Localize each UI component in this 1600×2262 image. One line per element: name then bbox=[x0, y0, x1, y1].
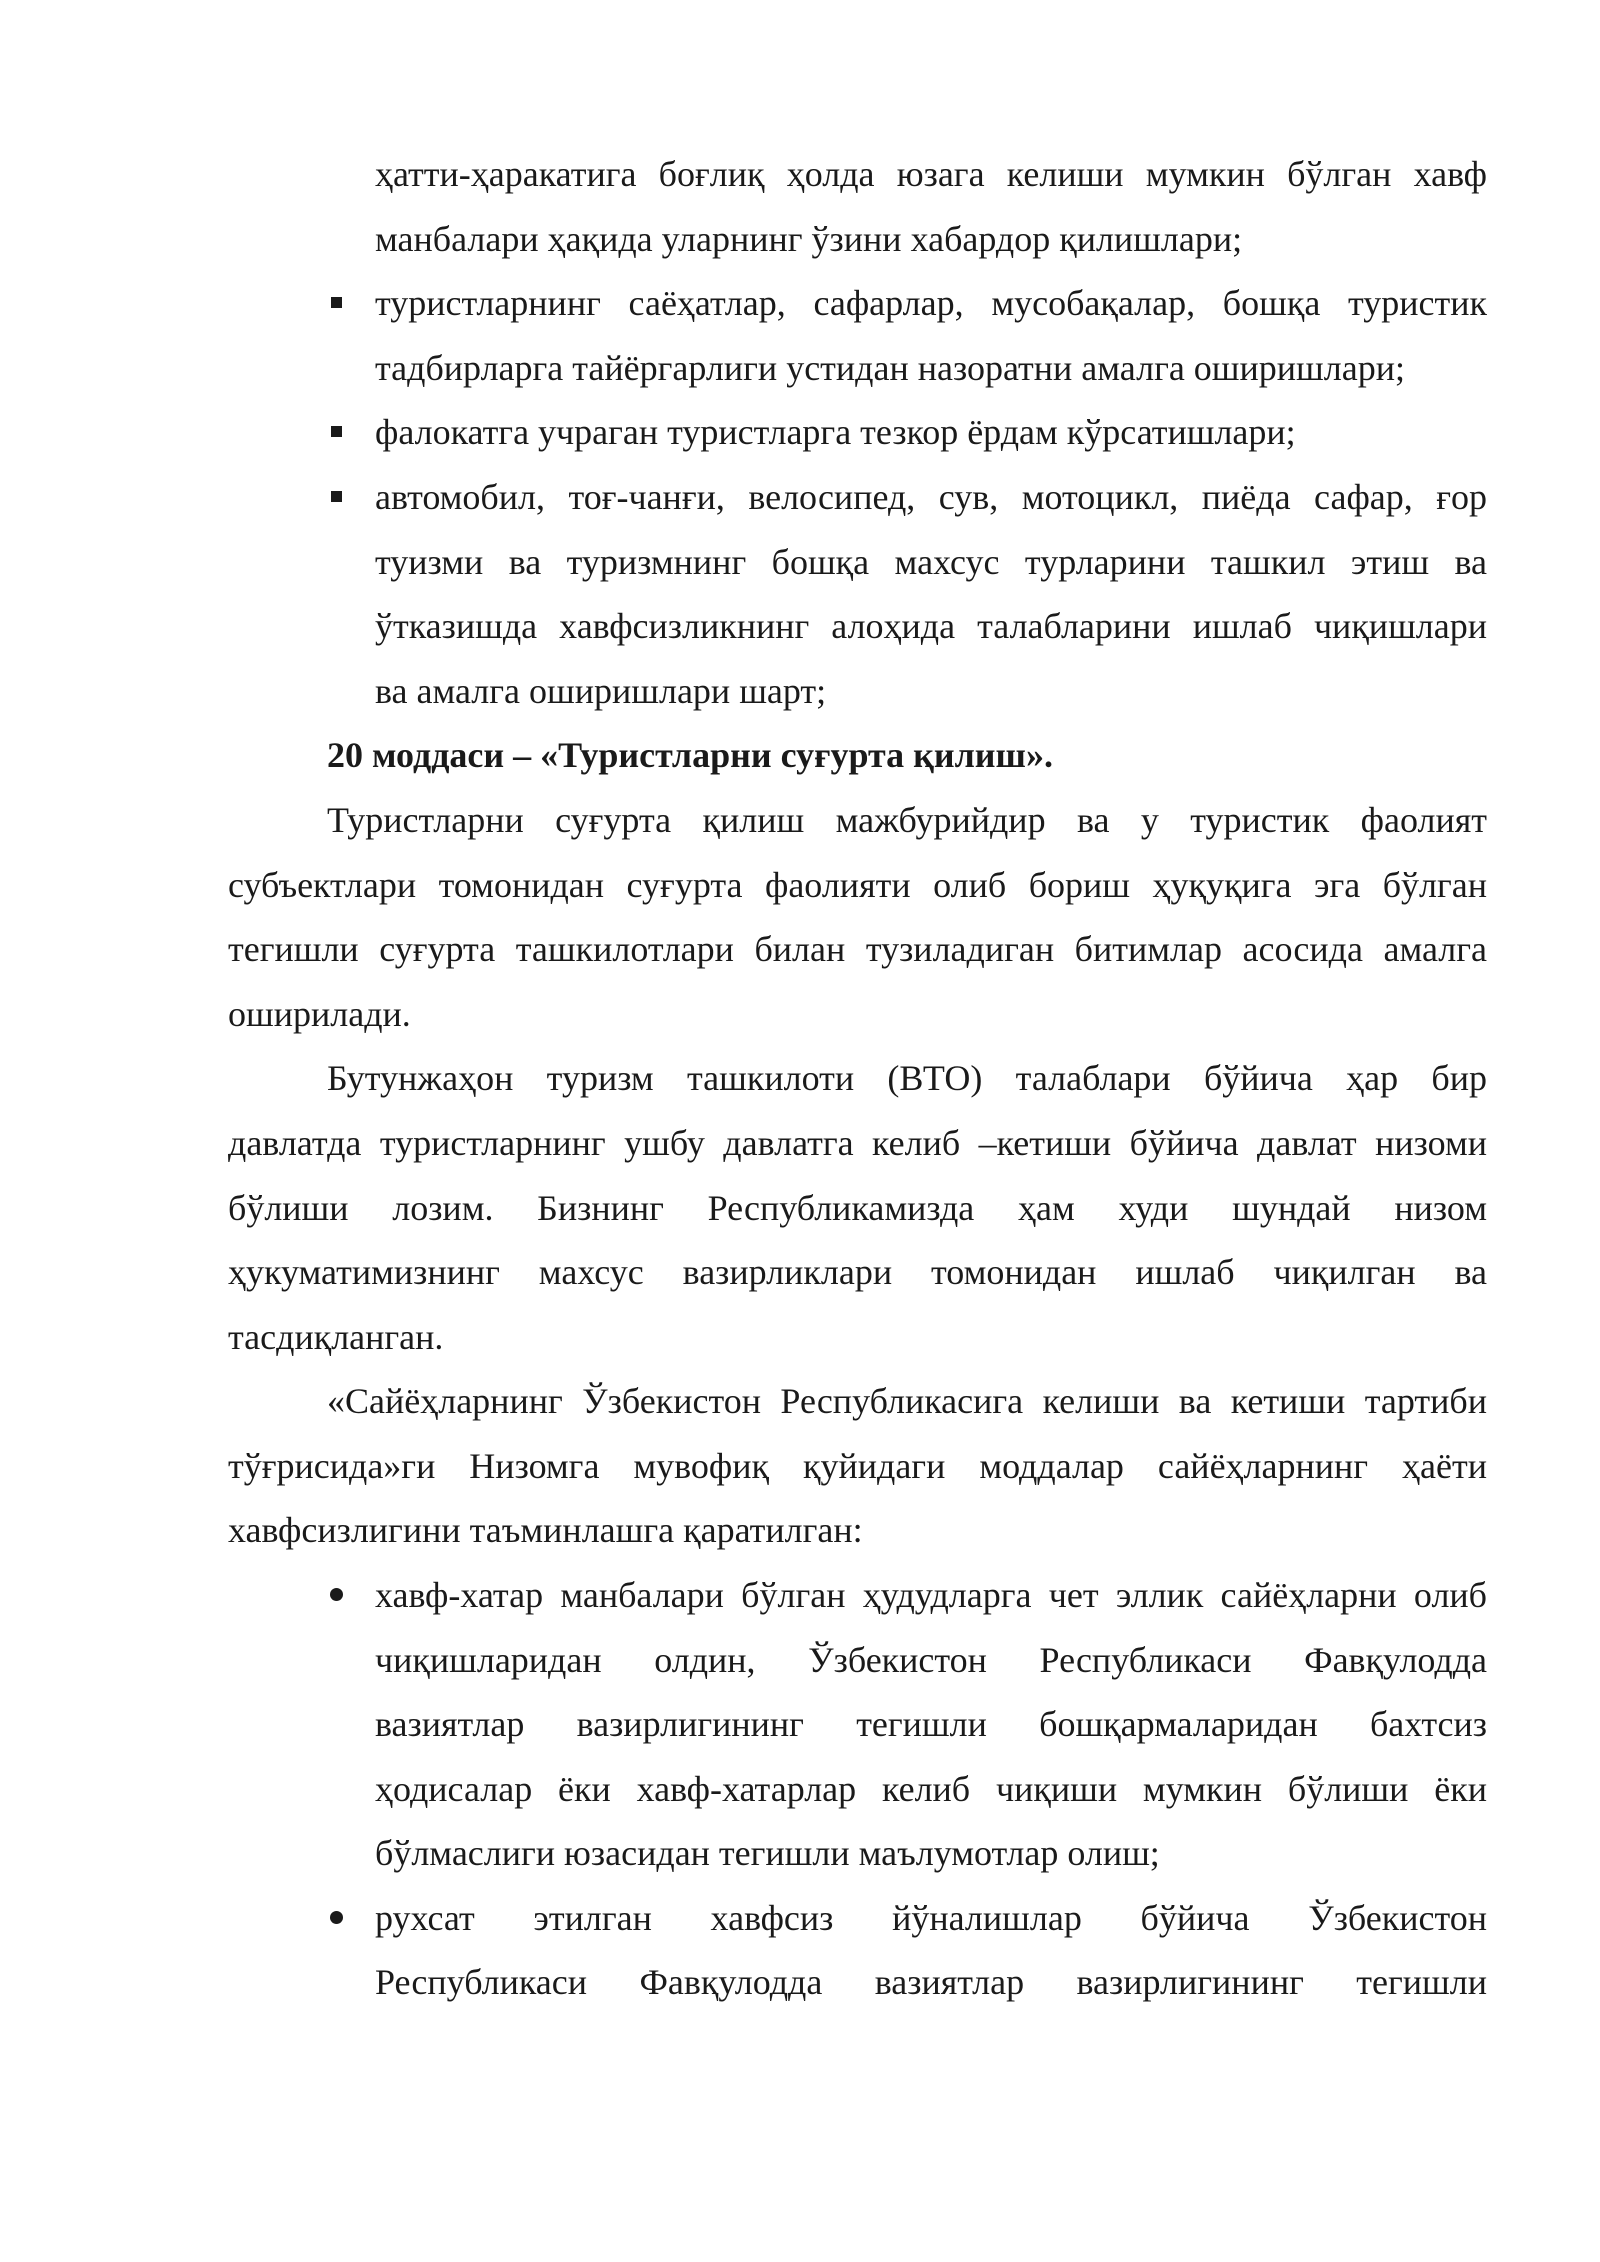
list-item-line: хавф-хатар манбалари бўлган ҳудудларга чет эллик сайёҳларни олиб bbox=[375, 1575, 1487, 1615]
list-item-line: фалокатга учраган туристларга тезкор ёрдам кўрсатишлари; bbox=[375, 412, 1296, 452]
round-bullet-icon bbox=[330, 1588, 343, 1601]
paragraph-line: тўғрисида»ги Низомга мувофиқ қуйидаги моддалар сайёҳларнинг ҳаёти bbox=[228, 1446, 1487, 1486]
list-item-line: рухсат этилган хавфсиз йўналишлар бўйича Ўзбекистон bbox=[375, 1898, 1487, 1938]
paragraph-first-line: Бутунжаҳон туризм ташкилоти (ВТО) талаблари бўйича ҳар бир bbox=[327, 1058, 1487, 1098]
list-item-line: туизми ва туризмнинг бошқа махсус турларини ташкил этиш ва bbox=[375, 542, 1487, 582]
list-continuation-line: ҳатти-ҳаракатига боғлиқ ҳолда юзага келиши мумкин бўлган хавф bbox=[375, 154, 1487, 194]
list-item-line: тадбирларга тайёргарлиги устидан назоратни амалга оширишлари; bbox=[375, 348, 1405, 388]
square-bullet-icon bbox=[331, 426, 342, 437]
list-item-line: вазиятлар вазирлигининг тегишли бошқармаларидан бахтсиз bbox=[375, 1704, 1487, 1744]
paragraph-line: давлатда туристларнинг ушбу давлатга келиб –кетиши бўйича давлат низоми bbox=[228, 1123, 1487, 1163]
list-item-line: ва амалга оширишлари шарт; bbox=[375, 671, 827, 711]
article-heading: 20 моддаси – «Туристларни суғурта қилиш». bbox=[327, 735, 1053, 775]
paragraph-line: ҳукуматимизнинг махсус вазирликлари томонидан ишлаб чиқилган ва bbox=[228, 1252, 1487, 1292]
paragraph-first-line: «Сайёҳларнинг Ўзбекистон Республикасига келиши ва кетиши тартиби bbox=[327, 1381, 1487, 1421]
paragraph-line: субъектлари томонидан суғурта фаолияти олиб бориш ҳуқуқига эга бўлган bbox=[228, 865, 1487, 905]
square-bullet-icon bbox=[331, 491, 342, 502]
round-bullet-icon bbox=[330, 1911, 343, 1924]
list-item-line: ҳодисалар ёки хавф-хатарлар келиб чиқиши мумкин бўлиши ёки bbox=[375, 1769, 1487, 1809]
list-item-line: Республикаси Фавқулодда вазиятлар вазирлигининг тегишли bbox=[375, 1962, 1487, 2002]
paragraph-line: бўлиши лозим. Бизнинг Республикамизда ҳам худи шундай низом bbox=[228, 1188, 1487, 1228]
paragraph-first-line: Туристларни суғурта қилиш мажбурийдир ва у туристик фаолият bbox=[327, 800, 1487, 840]
list-item-line: автомобил, тоғ-чанғи, велосипед, сув, мотоцикл, пиёда сафар, ғор bbox=[375, 477, 1487, 517]
paragraph-line: тегишли суғурта ташкилотлари билан тузиладиган битимлар асосида амалга bbox=[228, 929, 1487, 969]
list-item-line: ўтказишда хавфсизликнинг алоҳида талабларини ишлаб чиқишлари bbox=[375, 606, 1487, 646]
paragraph-line: оширилади. bbox=[228, 994, 411, 1034]
paragraph-line: хавфсизлигини таъминлашга қаратилган: bbox=[228, 1510, 863, 1550]
square-bullet-icon bbox=[331, 297, 342, 308]
list-item-line: бўлмаслиги юзасидан тегишли маълумотлар олиш; bbox=[375, 1833, 1160, 1873]
list-continuation-line: манбалари ҳақида уларнинг ўзини хабардор қилишлари; bbox=[375, 219, 1243, 259]
paragraph-line: тасдиқланган. bbox=[228, 1317, 444, 1357]
list-item-line: чиқишларидан олдин, Ўзбекистон Республикаси Фавқулодда bbox=[375, 1640, 1487, 1680]
list-item-line: туристларнинг саёҳатлар, сафарлар, мусобақалар, бошқа туристик bbox=[375, 283, 1487, 323]
